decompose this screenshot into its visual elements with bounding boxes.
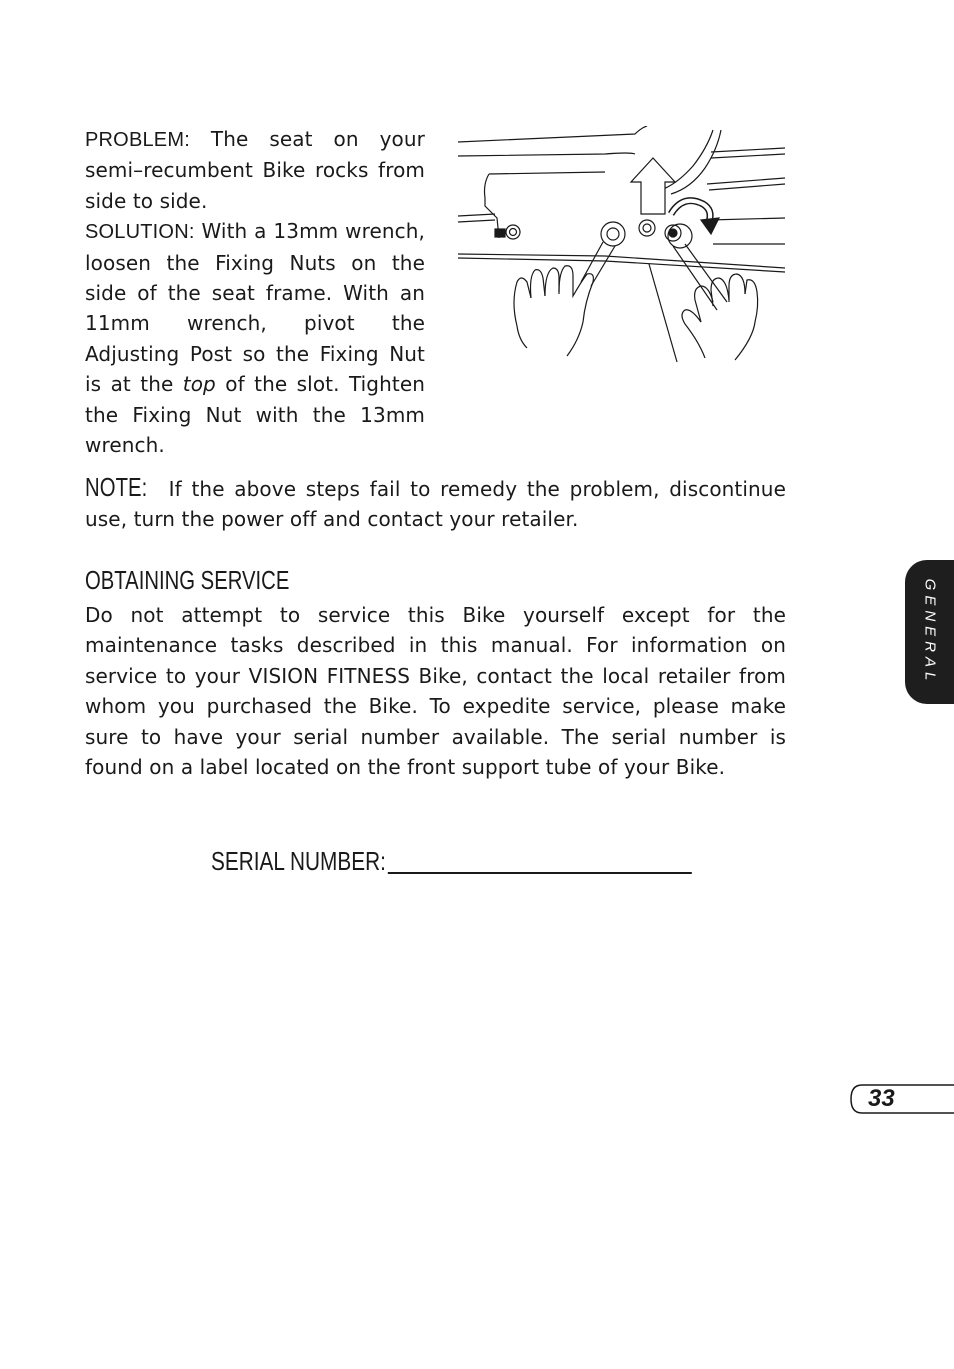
wrench-icon: [581, 222, 625, 286]
page-number: 33: [868, 1085, 895, 1112]
note-label: NOTE:: [85, 472, 148, 502]
solution-text-end: of the slot. Tighten the Fixing Nut with the 13mm wrench.: [85, 372, 425, 458]
hand-icon: [682, 274, 758, 360]
obtaining-service-heading: OBTAINING SERVICE: [85, 565, 290, 595]
solution-label: SOLUTION:: [85, 221, 195, 244]
problem-label: PROBLEM:: [85, 129, 190, 151]
adjusting-post-icon: [665, 225, 681, 241]
seat-adjustment-illustration: [455, 126, 787, 370]
page-number-frame: [848, 1084, 954, 1114]
problem-paragraph: [85, 124, 425, 216]
problem-solution-block: [85, 124, 425, 460]
solution-paragraph: [85, 216, 425, 460]
note-paragraph: [85, 472, 786, 535]
hand-icon: [514, 266, 593, 356]
rotate-arrow-icon: [671, 201, 719, 234]
obtaining-service-body: Do not attempt to service this Bike yourself except for the maintenance tasks described in this manual. For information on service to your VISION FITNESS Bike, contact the local retailer from whom you purchased the Bike. To expedite service, please make sure to have your serial number available. The serial number is found on a label located on the front support tube of your Bike.: [85, 603, 786, 780]
serial-number-field: [211, 846, 692, 877]
note-text: If the above steps fail to remedy the problem, discontinue use, turn the power off and contact your retailer.: [85, 477, 786, 532]
page-number-badge: [848, 1084, 954, 1114]
fixing-nut-icon: [639, 220, 655, 236]
section-tab-label: GENERAL: [921, 578, 938, 686]
solution-text: With a 13mm wrench, loosen the Fixing Nuts on the side of the seat frame. With an 11mm wrench, pivot the Adjusting Post so the Fixing Nut is at the: [85, 219, 425, 397]
solution-emphasis: top: [182, 372, 216, 397]
section-tab: [905, 560, 954, 704]
problem-text: The seat on your semi–recumbent Bike rocks from side to side.: [85, 127, 425, 213]
serial-number-blank-line: [388, 872, 692, 874]
fixing-nut-icon: [495, 225, 520, 239]
serial-number-label: SERIAL NUMBER:: [211, 846, 386, 876]
